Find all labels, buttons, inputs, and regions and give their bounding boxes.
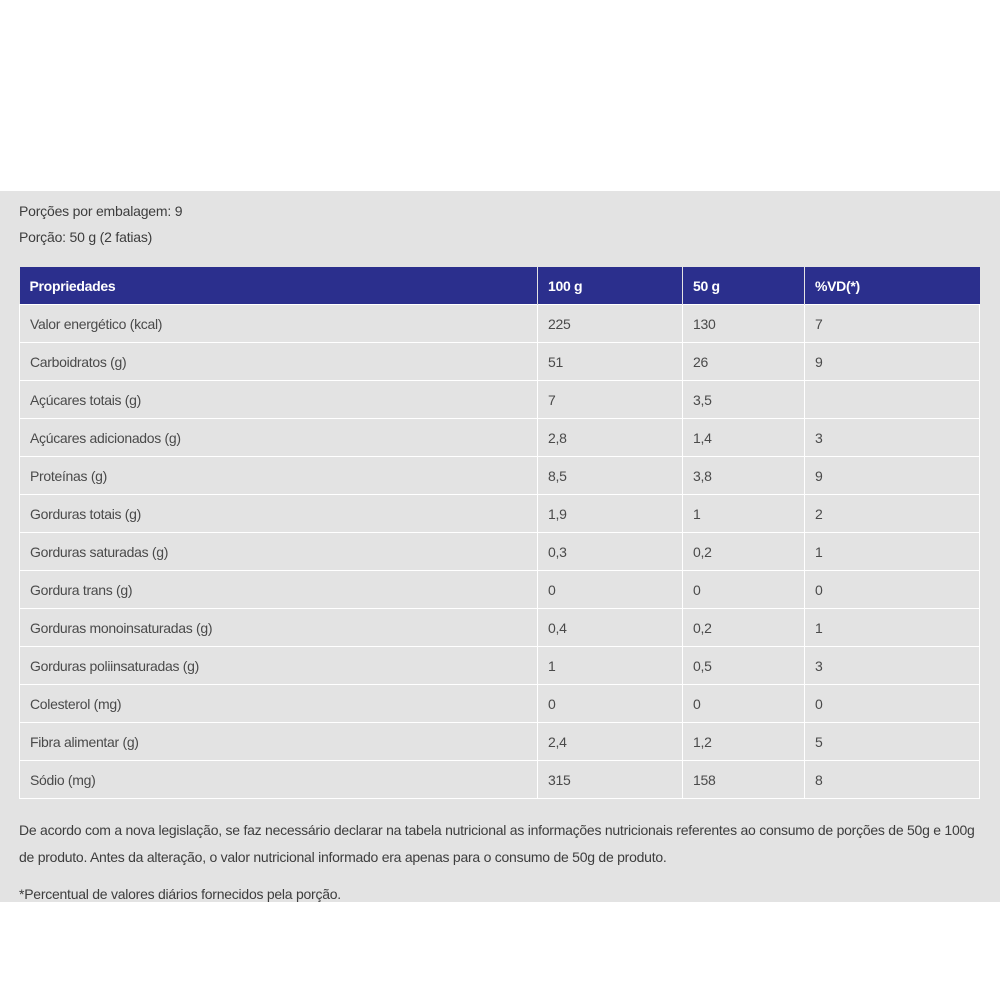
value-100g: 0,3	[538, 533, 683, 571]
value-daily-percent: 8	[805, 761, 980, 799]
legislation-note: De acordo com a nova legislação, se faz necessário declarar na tabela nutricional as informações nutricionais referentes ao consumo de porções de 50g e 100g de produto. Antes da alteração, o valor nutricional informado era apenas para o consumo de 50g de produto.	[19, 822, 975, 865]
table-row	[20, 495, 980, 533]
nutrient-name: Colesterol (mg)	[20, 685, 538, 723]
value-daily-percent: 7	[805, 305, 980, 343]
value-daily-percent: 9	[805, 343, 980, 381]
value-daily-percent: 5	[805, 723, 980, 761]
value-daily-percent	[805, 381, 980, 419]
table-row	[20, 571, 980, 609]
value-100g: 0	[538, 571, 683, 609]
value-100g: 2,4	[538, 723, 683, 761]
value-50g: 26	[683, 343, 805, 381]
nutrient-name: Açúcares totais (g)	[20, 381, 538, 419]
value-50g: 0,2	[683, 533, 805, 571]
nutrient-name: Gorduras saturadas (g)	[20, 533, 538, 571]
value-50g: 1	[683, 495, 805, 533]
value-daily-percent: 1	[805, 609, 980, 647]
value-daily-percent: 0	[805, 685, 980, 723]
value-50g: 0,5	[683, 647, 805, 685]
value-daily-percent: 2	[805, 495, 980, 533]
value-50g: 130	[683, 305, 805, 343]
daily-value-footnote: *Percentual de valores diários fornecidos pela porção.	[19, 886, 341, 902]
value-100g: 225	[538, 305, 683, 343]
table-row	[20, 609, 980, 647]
value-100g: 1	[538, 647, 683, 685]
value-daily-percent: 1	[805, 533, 980, 571]
table-header-row	[20, 267, 980, 305]
value-100g: 2,8	[538, 419, 683, 457]
serving-size: Porção: 50 g (2 fatias)	[19, 229, 153, 245]
table-row	[20, 761, 980, 799]
value-50g: 1,2	[683, 723, 805, 761]
nutrition-table	[19, 267, 980, 799]
column-header-50g: 50 g	[683, 267, 805, 305]
value-50g: 3,8	[683, 457, 805, 495]
value-100g: 7	[538, 381, 683, 419]
table-row	[20, 343, 980, 381]
value-daily-percent: 0	[805, 571, 980, 609]
nutrient-name: Gorduras monoinsaturadas (g)	[20, 609, 538, 647]
value-100g: 0	[538, 685, 683, 723]
column-header-100g: 100 g	[538, 267, 683, 305]
table-row	[20, 457, 980, 495]
value-daily-percent: 9	[805, 457, 980, 495]
nutrient-name: Gorduras totais (g)	[20, 495, 538, 533]
value-daily-percent: 3	[805, 419, 980, 457]
table-row	[20, 305, 980, 343]
nutrient-name: Açúcares adicionados (g)	[20, 419, 538, 457]
value-daily-percent: 3	[805, 647, 980, 685]
column-header-properties: Propriedades	[20, 267, 538, 305]
nutrient-name: Gorduras poliinsaturadas (g)	[20, 647, 538, 685]
table-row	[20, 381, 980, 419]
nutrient-name: Carboidratos (g)	[20, 343, 538, 381]
value-100g: 0,4	[538, 609, 683, 647]
table-row	[20, 647, 980, 685]
nutrient-name: Proteínas (g)	[20, 457, 538, 495]
table-row	[20, 533, 980, 571]
table-row	[20, 723, 980, 761]
value-50g: 3,5	[683, 381, 805, 419]
value-100g: 315	[538, 761, 683, 799]
nutrient-name: Valor energético (kcal)	[20, 305, 538, 343]
value-50g: 0,2	[683, 609, 805, 647]
value-50g: 0	[683, 571, 805, 609]
nutrient-name: Sódio (mg)	[20, 761, 538, 799]
nutrition-panel	[0, 191, 1000, 902]
nutrient-name: Fibra alimentar (g)	[20, 723, 538, 761]
value-50g: 1,4	[683, 419, 805, 457]
portions-per-package: Porções por embalagem: 9	[19, 203, 183, 219]
value-100g: 51	[538, 343, 683, 381]
column-header-daily-value: %VD(*)	[805, 267, 980, 305]
table-row	[20, 685, 980, 723]
table-row	[20, 419, 980, 457]
value-50g: 158	[683, 761, 805, 799]
value-100g: 8,5	[538, 457, 683, 495]
nutrient-name: Gordura trans (g)	[20, 571, 538, 609]
value-100g: 1,9	[538, 495, 683, 533]
value-50g: 0	[683, 685, 805, 723]
